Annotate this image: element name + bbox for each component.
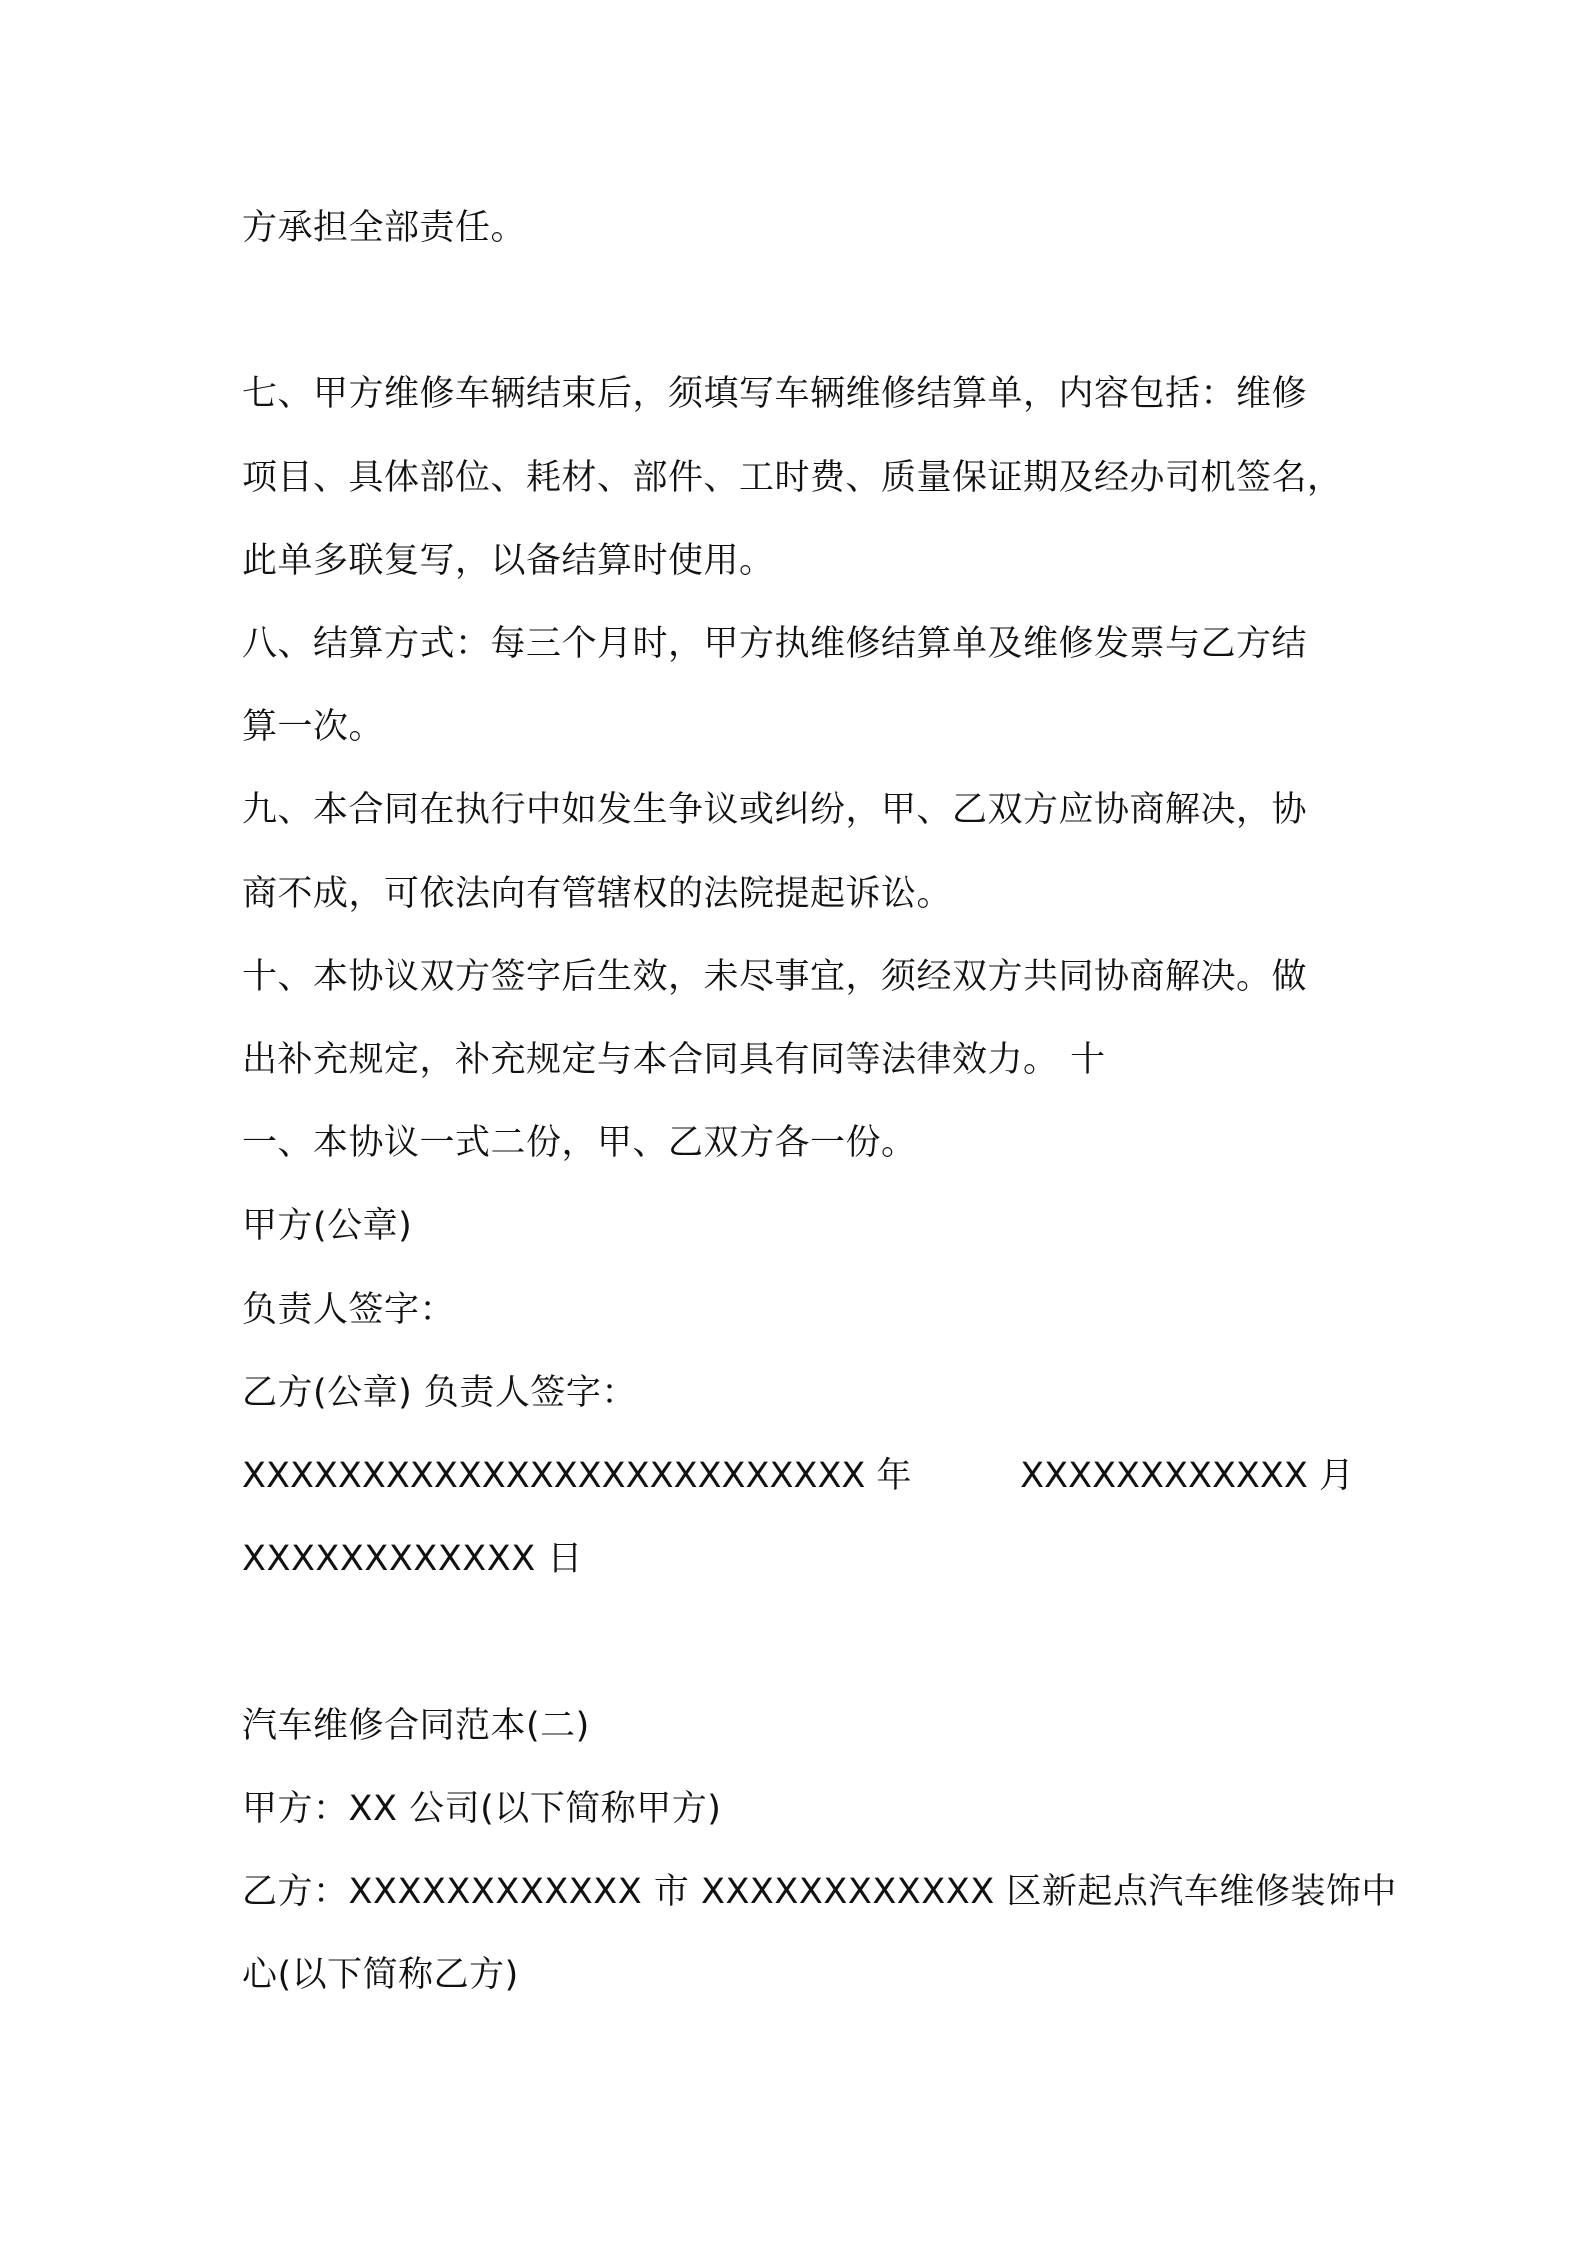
clause-9-line-2: 商不成，可依法向有管辖权的法院提起诉讼。 bbox=[242, 874, 953, 914]
clause-10-line-2: 出补充规定，补充规定与本合同具有同等法律效力。 十 bbox=[242, 1040, 1106, 1080]
date-day: XXXXXXXXXXXX 日 bbox=[242, 1539, 583, 1579]
date-year: XXXXXXXXXXXXXXXXXXXXXXXXXX 年 bbox=[242, 1456, 912, 1496]
clause-8-line-2: 算一次。 bbox=[242, 707, 385, 747]
clause-7-line-3: 此单多联复写，以备结算时使用。 bbox=[242, 541, 775, 581]
clause-7-line-1: 七、甲方维修车辆结束后，须填写车辆维修结算单，内容包括：维修 bbox=[242, 374, 1308, 414]
clause-10-line-1: 十、本协议双方签字后生效，未尽事宜，须经双方共同协商解决。做 bbox=[242, 957, 1308, 997]
party-b-line-2: 心(以下简称乙方) bbox=[242, 1955, 519, 1995]
paragraph-line: 方承担全部责任。 bbox=[242, 208, 527, 248]
clause-11-line: 一、本协议一式二份，甲、乙双方各一份。 bbox=[242, 1123, 917, 1163]
responsible-signature: 负责人签字： bbox=[242, 1290, 456, 1330]
clause-9-line-1: 九、本合同在执行中如发生争议或纠纷，甲、乙双方应协商解决，协 bbox=[242, 790, 1308, 830]
date-month: XXXXXXXXXXXX 月 bbox=[1020, 1456, 1354, 1496]
party-b-line-1: 乙方：XXXXXXXXXXXX 市 XXXXXXXXXXXX 区新起点汽车维修装饰中 bbox=[242, 1872, 1397, 1912]
second-contract-title: 汽车维修合同范本(二) bbox=[242, 1706, 590, 1746]
clause-8-line-1: 八、结算方式：每三个月时，甲方执维修结算单及维修发票与乙方结 bbox=[242, 624, 1308, 664]
party-a-seal: 甲方(公章) bbox=[242, 1206, 413, 1246]
party-b-seal-signature: 乙方(公章) 负责人签字： bbox=[242, 1373, 637, 1413]
party-a-line: 甲方：XX 公司(以下简称甲方) bbox=[242, 1789, 722, 1829]
clause-7-line-2: 项目、具体部位、耗材、部件、工时费、质量保证期及经办司机签名， bbox=[242, 458, 1343, 498]
date-line bbox=[242, 1446, 1354, 1506]
